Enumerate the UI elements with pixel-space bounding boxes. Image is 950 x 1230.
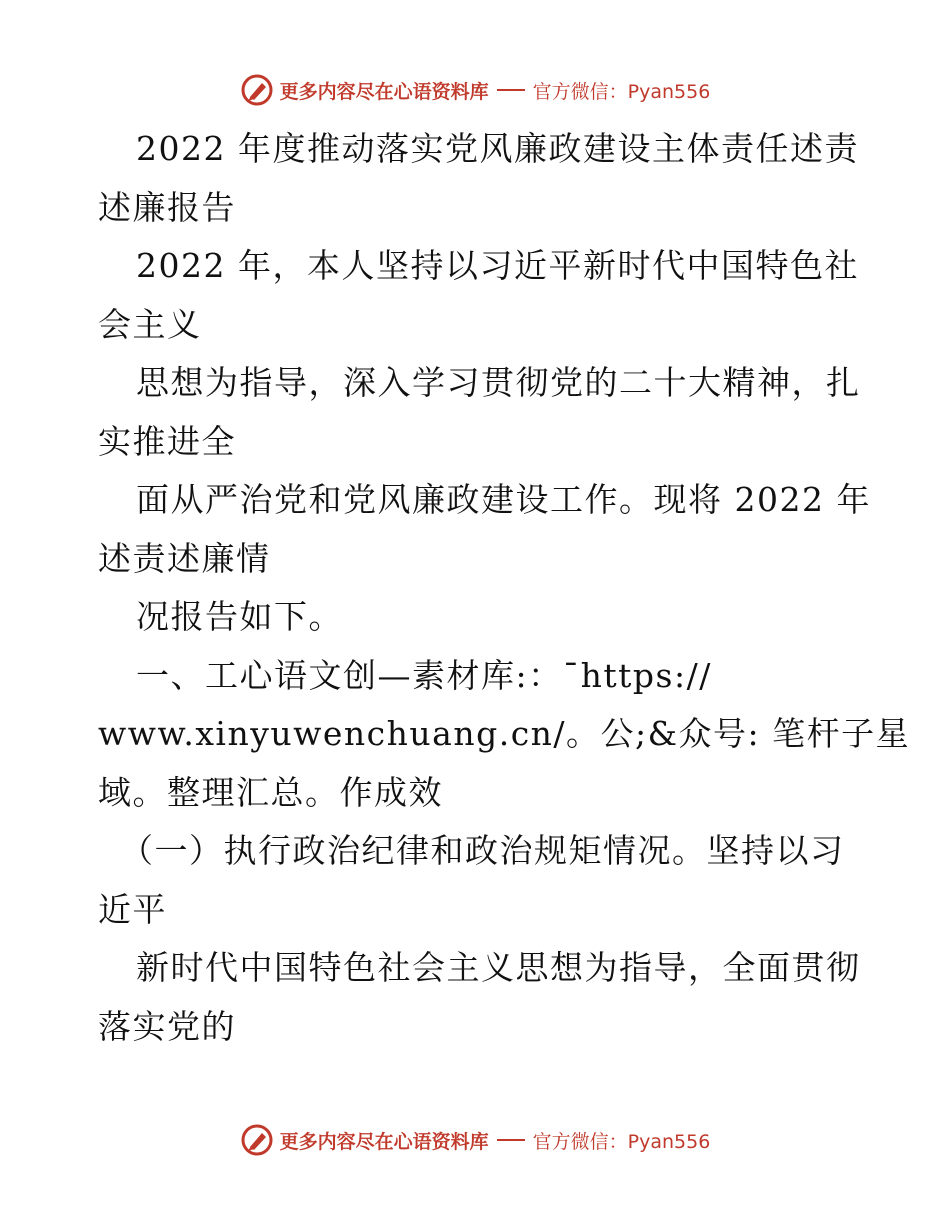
pen-logo-icon xyxy=(240,73,274,107)
paragraph-line: 实推进全 xyxy=(98,421,236,461)
paragraph-line: 新时代中国特色社会主义思想为指导，全面贯彻 xyxy=(136,948,861,987)
watermark-dash xyxy=(497,89,525,91)
pen-logo-icon xyxy=(240,1123,274,1157)
paragraph-line: 思想为指导，深入学习贯彻党的二十大精神，扎 xyxy=(136,363,861,402)
watermark-text: 更多内容尽在心语资料库 xyxy=(279,1130,489,1153)
watermark-wechat: 官方微信：Pyan556 xyxy=(532,1130,711,1153)
title-line-2: 述廉报告 xyxy=(98,187,236,227)
header-watermark xyxy=(0,70,950,110)
paragraph-line: 2022 年，本人坚持以习近平新时代中国特色社 xyxy=(136,246,859,285)
watermark-wechat: 官方微信：Pyan556 xyxy=(532,80,711,103)
watermark-dash xyxy=(497,1139,525,1141)
paragraph-line: 近平 xyxy=(98,889,167,929)
paragraph-line: 况报告如下。 xyxy=(136,597,343,636)
paragraph-line: 域。整理汇总。作成效 xyxy=(98,772,443,812)
paragraph-line: www.xinyuwenchuang.cn/。公;&众号: 笔杆子星 xyxy=(98,714,911,753)
section-heading: 一、工心语文创—素材库:：¯https:// xyxy=(136,655,712,695)
footer-watermark xyxy=(0,1120,950,1160)
watermark-text: 更多内容尽在心语资料库 xyxy=(279,80,489,103)
paragraph-line: 述责述廉情 xyxy=(98,538,271,578)
paragraph-line: 会主义 xyxy=(98,304,202,344)
title-line-1: 2022 年度推动落实党风廉政建设主体责任述责 xyxy=(136,129,859,168)
paragraph-line: 落实党的 xyxy=(98,1006,236,1046)
document-body xyxy=(98,120,911,1056)
paragraph-line: 面从严治党和党风廉政建设工作。现将 2022 年 xyxy=(136,480,871,519)
subsection-heading: （一）执行政治纪律和政治规矩情况。坚持以习 xyxy=(120,831,845,870)
